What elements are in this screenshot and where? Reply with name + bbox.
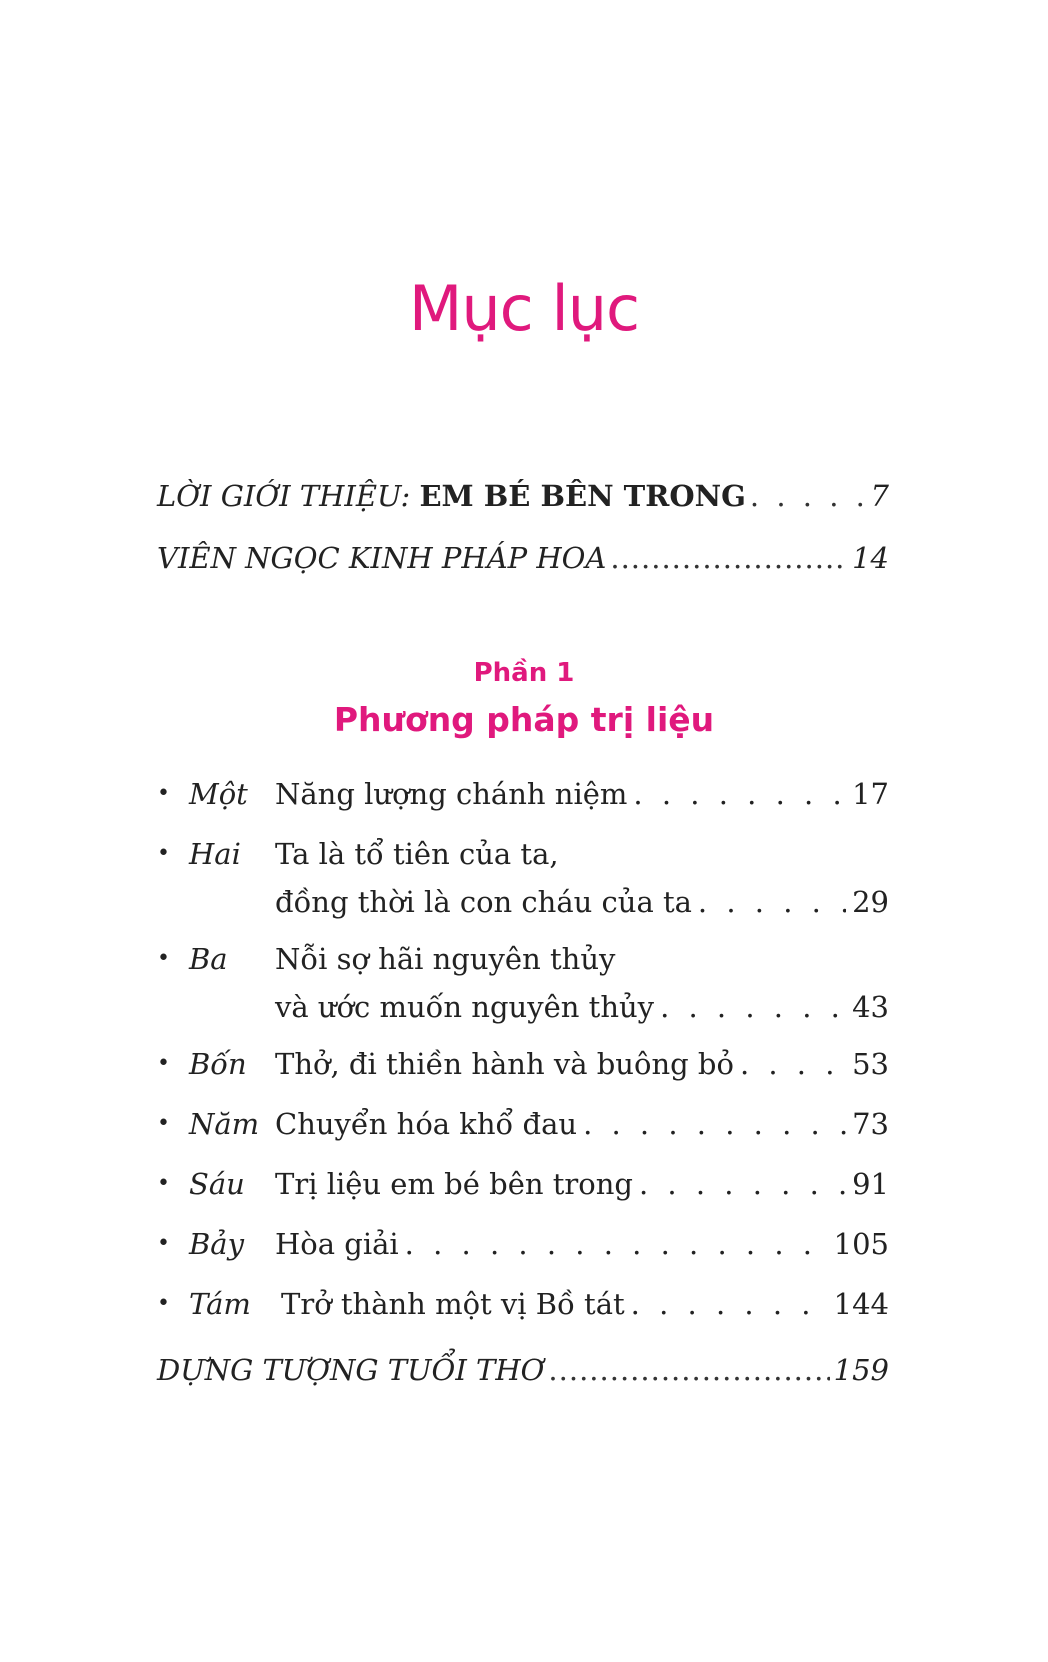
chapter-title: Trở thành một vị Bồ tát <box>281 1287 625 1321</box>
chapter-page: 17 <box>852 777 889 811</box>
part-label: Phần 1 <box>473 658 575 688</box>
chapter-page: 73 <box>852 1107 889 1141</box>
bullet: • <box>157 1111 170 1136</box>
toc-entry-pearl <box>157 540 889 576</box>
dot-leader <box>639 1160 846 1208</box>
chapter-title: Trị liệu em bé bên trong <box>275 1167 633 1201</box>
chapter-title-line1: Nỗi sợ hãi nguyên thủy <box>275 942 616 976</box>
toc-entry-closing <box>157 1352 889 1388</box>
chapter-title-line2: đồng thời là con cháu của ta <box>275 885 692 919</box>
chapter-title-line2: và ước muốn nguyên thủy <box>275 990 655 1024</box>
chapter-page: 105 <box>833 1227 889 1261</box>
dot-leader <box>740 1040 846 1088</box>
dot-leader <box>405 1220 828 1268</box>
toc-entry-intro <box>157 478 889 514</box>
toc-entry-intro-label-italic: LỜI GIỚI THIỆU: <box>157 479 420 513</box>
chapter-number: Sáu <box>189 1167 245 1201</box>
chapter-number: Tám <box>189 1287 251 1321</box>
bullet: • <box>157 781 170 806</box>
toc-entry-intro-label <box>157 478 746 514</box>
bullet: • <box>157 1171 170 1196</box>
chapter-number: Bốn <box>189 1047 247 1081</box>
bullet: • <box>157 1291 170 1316</box>
dot-leader <box>750 478 867 514</box>
toc-entry-intro-label-bold: EM BÉ BÊN TRONG <box>419 479 746 513</box>
dot-leader <box>610 540 848 576</box>
chapter-title: Chuyển hóa khổ đau <box>275 1107 578 1141</box>
chapter-page: 53 <box>852 1047 889 1081</box>
dot-leader <box>660 983 846 1031</box>
chapter-title: Hòa giải <box>275 1227 399 1261</box>
chapter-number: Bảy <box>189 1227 244 1261</box>
chapter-title-line1: Ta là tổ tiên của ta, <box>275 837 559 871</box>
dot-leader <box>698 878 846 926</box>
dot-leader <box>631 1280 828 1328</box>
chapter-page: 144 <box>833 1287 889 1321</box>
bullet: • <box>157 1051 170 1076</box>
dot-leader <box>633 770 846 818</box>
chapter-title: Năng lượng chánh niệm <box>275 777 628 811</box>
part-title: Phương pháp trị liệu <box>333 700 715 739</box>
chapter-title: Thở, đi thiền hành và buông bỏ <box>275 1047 734 1081</box>
toc-entry-pearl-page: 14 <box>852 541 889 575</box>
chapter-page: 29 <box>852 885 889 919</box>
chapter-page: 43 <box>852 990 889 1024</box>
dot-leader <box>583 1100 846 1148</box>
toc-entry-closing-label: DỰNG TƯỢNG TUỔI THƠ <box>157 1353 545 1387</box>
bullet: • <box>157 1231 170 1256</box>
bullet: • <box>157 841 170 866</box>
dot-leader <box>548 1352 829 1388</box>
chapter-number: Ba <box>189 942 228 976</box>
toc-entry-closing-page: 159 <box>833 1353 889 1387</box>
chapter-number: Năm <box>189 1107 260 1141</box>
chapter-number: Hai <box>189 837 241 871</box>
chapter-page: 91 <box>852 1167 889 1201</box>
bullet: • <box>157 946 170 971</box>
toc-entry-intro-page: 7 <box>870 479 889 513</box>
chapter-number: Một <box>189 777 248 811</box>
page-title: Mục lục <box>408 272 640 345</box>
toc-entry-pearl-label: VIÊN NGỌC KINH PHÁP HOA <box>157 541 607 575</box>
